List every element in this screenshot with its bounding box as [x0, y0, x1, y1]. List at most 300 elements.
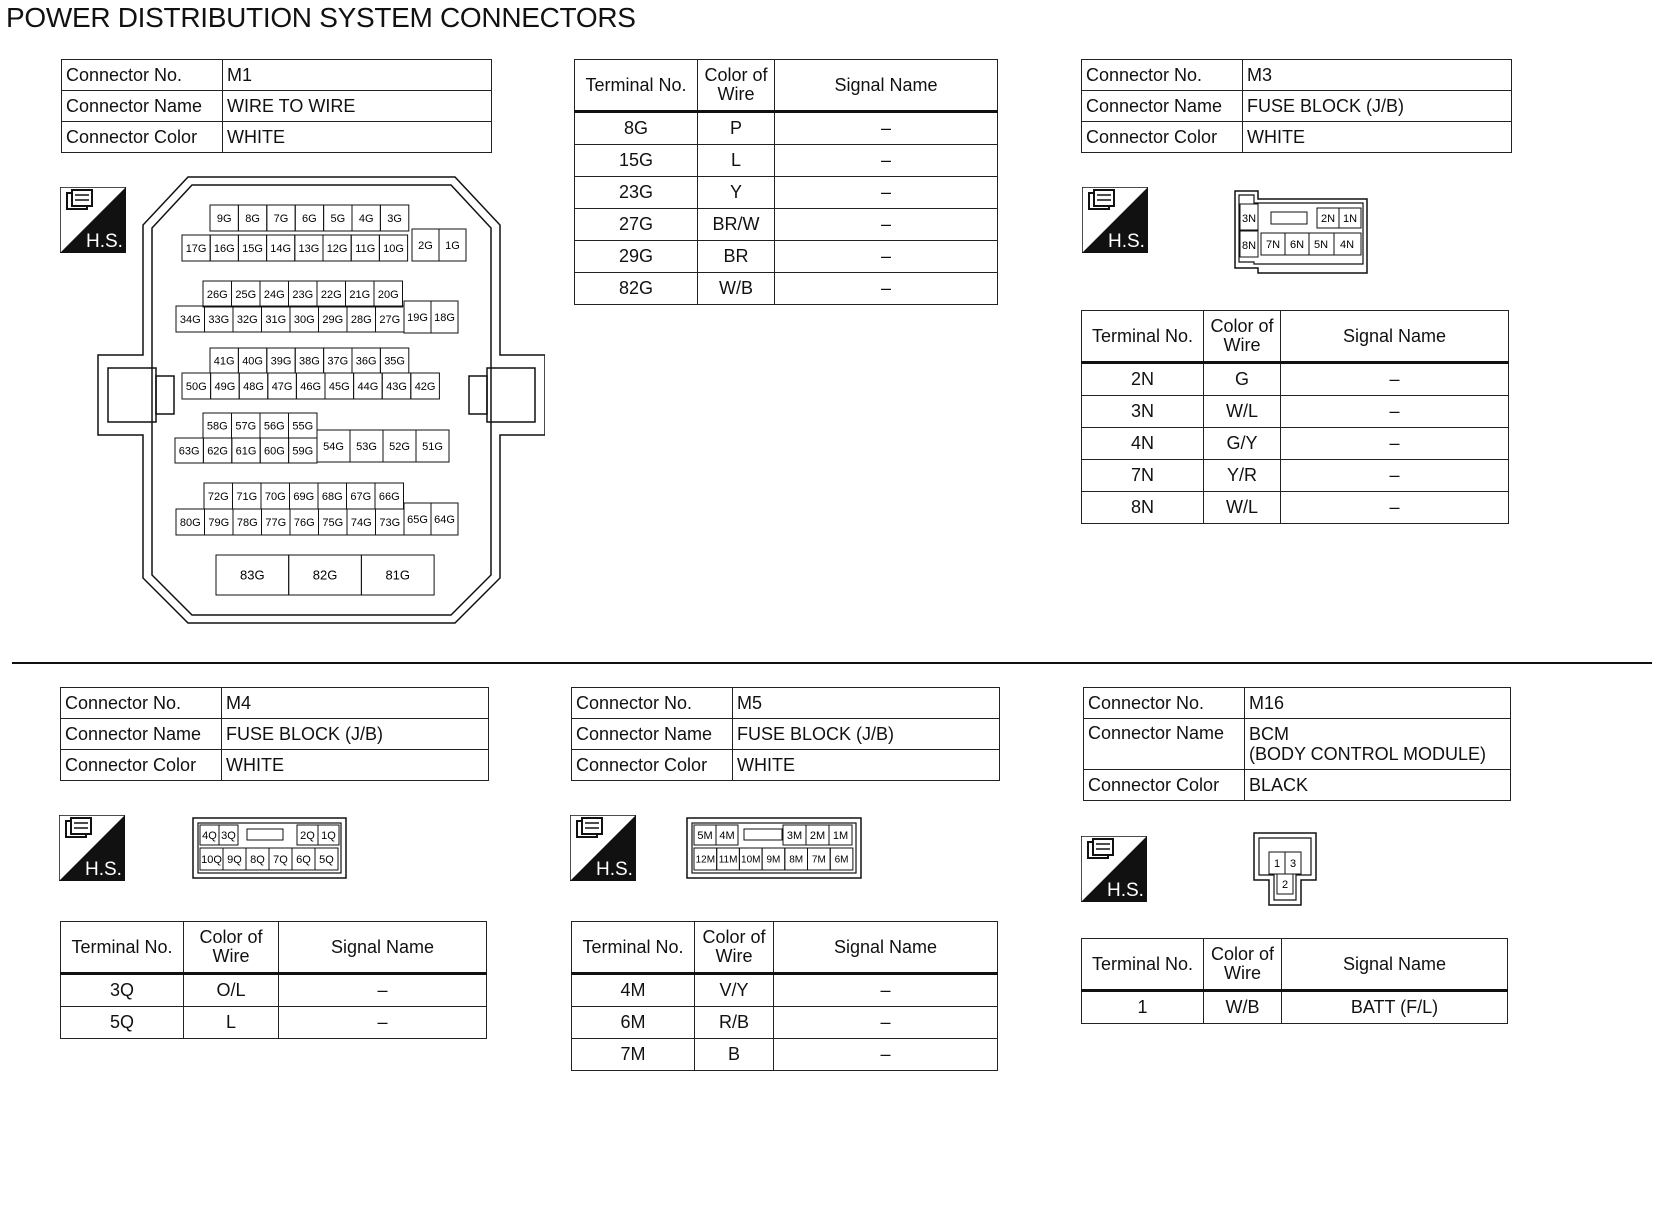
m1-pin — [233, 306, 262, 332]
m4-pin-label: 2Q — [300, 829, 315, 842]
m5-pin — [762, 848, 785, 870]
signal-name-cell: – — [1281, 428, 1509, 460]
wire-color-cell: Y — [698, 177, 775, 209]
wire-color-cell: W/L — [1204, 492, 1281, 524]
m4-pin — [219, 825, 238, 845]
m1-pin-label: 22G — [320, 288, 342, 301]
terminal-no-cell: 4N — [1082, 428, 1204, 460]
m3-pin: 7N — [1265, 239, 1281, 251]
m1-pin — [324, 205, 352, 231]
m5-pin-label: 1M — [832, 829, 849, 842]
m1-pin-label: 83G — [240, 567, 265, 583]
m5-pin — [830, 848, 853, 870]
m3-connector-no: M3 — [1243, 60, 1512, 91]
m5-pin-label: 3M — [786, 829, 803, 842]
signal-name-cell: – — [1281, 492, 1509, 524]
m1-pin — [431, 503, 458, 535]
signal-name-cell: – — [279, 974, 487, 1007]
m1-pin-label: 30G — [293, 313, 315, 326]
m4-pin-label: 9Q — [227, 853, 242, 866]
m1-pin-label: 74G — [350, 516, 372, 529]
m1-pin-label: 4G — [358, 212, 374, 225]
label-connector-no: Connector No. — [1082, 60, 1243, 91]
terminal-no-cell: 23G — [575, 177, 698, 209]
m1-pin — [324, 348, 352, 373]
m1-pin-label: 2G — [418, 239, 433, 252]
m1-pin — [290, 483, 319, 509]
m1-pin-label: 52G — [389, 440, 410, 453]
m1-pin-label: 17G — [185, 242, 207, 255]
wire-color-cell: Y/R — [1204, 460, 1281, 492]
m1-pin — [289, 281, 318, 307]
m1-pin-label: 34G — [179, 313, 201, 326]
m1-pin — [175, 438, 203, 463]
terminal-no-cell: 4M — [572, 974, 695, 1007]
terminal-no-cell: 82G — [575, 273, 698, 305]
m1-pin-label: 36G — [355, 355, 377, 368]
m16-terminal-table — [1081, 938, 1508, 1024]
m4-pin-label: 4Q — [202, 829, 217, 842]
m4-pin — [246, 848, 269, 870]
m1-pin — [267, 348, 295, 373]
m5-pin-label: 9M — [766, 854, 781, 866]
m4-pin — [200, 825, 219, 845]
m1-connector-color: WHITE — [223, 122, 492, 153]
m1-pin-label: 14G — [270, 242, 292, 255]
m1-pin-label: 1G — [445, 239, 460, 252]
label-connector-no: Connector No. — [1084, 688, 1245, 719]
m1-pin — [347, 306, 376, 332]
terminal-no-cell: 15G — [575, 145, 698, 177]
m1-pin — [352, 348, 380, 373]
m4-pin — [269, 848, 292, 870]
m5-pin-label: 11M — [718, 854, 738, 866]
m1-pin-label: 68G — [321, 490, 343, 503]
m1-pin-label: 13G — [298, 242, 320, 255]
m1-pin — [205, 306, 234, 332]
m5-pin — [829, 825, 852, 845]
hs-label: H.S. — [85, 859, 122, 880]
m1-pin-label: 43G — [386, 380, 407, 393]
m1-pin — [431, 301, 458, 333]
m1-pin-label: 41G — [213, 355, 235, 368]
m1-pin-label: 15G — [242, 242, 263, 255]
m1-pin — [347, 509, 376, 535]
m1-pin-label: 7G — [273, 212, 289, 225]
m1-pin — [290, 306, 319, 332]
m1-pin-label: 27G — [379, 313, 401, 326]
m3-pin: 1N — [1342, 213, 1358, 225]
m1-pin — [374, 281, 403, 307]
terminal-no-cell: 2N — [1082, 363, 1204, 396]
label-connector-no: Connector No. — [572, 688, 733, 719]
signal-name-cell: – — [1281, 363, 1509, 396]
m4-connector-color: WHITE — [222, 750, 489, 781]
m1-pin-label: 11G — [355, 242, 376, 255]
m16-info-table — [1083, 687, 1511, 801]
header-terminal-no: Terminal No. — [572, 922, 695, 974]
m5-pin — [783, 825, 806, 845]
header-color-of-wire: Color of Wire — [1204, 939, 1282, 991]
m1-pin-label: 79G — [208, 516, 230, 529]
m3-pin: 3N — [1241, 213, 1257, 225]
table-row — [1082, 492, 1509, 524]
header-signal-name: Signal Name — [1281, 311, 1509, 363]
signal-name-cell: – — [1281, 396, 1509, 428]
m5-pin-label: 7M — [811, 854, 826, 866]
header-color-of-wire: Color of Wire — [695, 922, 774, 974]
label-connector-color: Connector Color — [572, 750, 733, 781]
m3-pin: 4N — [1339, 239, 1355, 251]
m1-pin-label: 78G — [236, 516, 258, 529]
m1-pin — [350, 430, 383, 462]
m5-pin-label: 10M — [741, 854, 761, 866]
m1-pin — [352, 205, 380, 231]
wire-color-cell: G/Y — [1204, 428, 1281, 460]
m1-pin-label: 70G — [264, 490, 286, 503]
table-row — [575, 241, 998, 273]
m4-pin-label: 6Q — [296, 853, 311, 866]
m1-pin — [325, 373, 354, 399]
m1-pin — [383, 430, 416, 462]
m1-pin — [260, 281, 289, 307]
m1-pin-label: 50G — [185, 380, 207, 393]
hs-label: H.S. — [1107, 880, 1144, 901]
signal-name-cell: – — [774, 1039, 998, 1071]
m1-pin-label: 33G — [208, 313, 230, 326]
m1-pin-label: 37G — [327, 355, 349, 368]
hs-icon — [570, 815, 636, 881]
m1-pin-label: 59G — [292, 445, 314, 458]
m1-pin-label: 56G — [263, 420, 285, 433]
terminal-no-cell: 3N — [1082, 396, 1204, 428]
m1-pin — [380, 205, 408, 231]
m1-pin-label: 55G — [292, 420, 314, 433]
m1-pin — [238, 348, 266, 373]
label-connector-color: Connector Color — [61, 750, 222, 781]
m1-pin — [232, 281, 261, 307]
m1-pin — [203, 281, 232, 307]
m1-pin-label: 26G — [206, 288, 228, 301]
m1-connector-no: M1 — [223, 60, 492, 91]
m1-pin-label: 76G — [293, 516, 315, 529]
m1-pin-label: 75G — [322, 516, 344, 529]
m5-connector-no: M5 — [733, 688, 1000, 719]
m1-pin — [411, 373, 440, 399]
m1-pin-label: 53G — [356, 440, 377, 453]
m1-pin — [346, 281, 375, 307]
m1-pin-label: 20G — [377, 288, 399, 301]
m1-pin-label: 77G — [265, 516, 287, 529]
m1-pin-label: 42G — [414, 380, 436, 393]
terminal-no-cell: 7M — [572, 1039, 695, 1071]
m1-connector-name: WIRE TO WIRE — [223, 91, 492, 122]
label-connector-name: Connector Name — [61, 719, 222, 750]
m1-pin-label: 66G — [378, 490, 400, 503]
m1-pin-label: 82G — [312, 567, 338, 583]
label-connector-color: Connector Color — [1082, 122, 1243, 153]
m1-pin-label: 51G — [422, 440, 443, 453]
signal-name-cell: – — [774, 1007, 998, 1039]
label-connector-name: Connector Name — [62, 91, 223, 122]
m1-pin — [295, 205, 323, 231]
m5-connector-diagram — [686, 817, 862, 879]
hs-icon — [59, 815, 125, 881]
m3-pin: 2N — [1320, 213, 1336, 225]
m1-pin — [404, 503, 431, 535]
m1-pin — [261, 483, 290, 509]
m1-pin-label: 65G — [407, 513, 428, 526]
m4-pin-label: 10Q — [201, 853, 222, 866]
wire-color-cell: BR/W — [698, 209, 775, 241]
m4-connector-no: M4 — [222, 688, 489, 719]
hs-icon — [1081, 836, 1147, 902]
label-connector-color: Connector Color — [1084, 770, 1245, 801]
m5-pin — [806, 825, 829, 845]
table-row — [575, 209, 998, 241]
m1-pin-label: 5G — [330, 212, 346, 225]
m16-connector-name: BCM (BODY CONTROL MODULE) — [1245, 719, 1511, 770]
m4-connector-name: FUSE BLOCK (J/B) — [222, 719, 489, 750]
m1-pin — [412, 229, 439, 261]
terminal-no-cell: 29G — [575, 241, 698, 273]
page-title: POWER DISTRIBUTION SYSTEM CONNECTORS — [6, 2, 636, 33]
header-signal-name: Signal Name — [775, 60, 998, 112]
m1-pin-label: 64G — [434, 513, 455, 526]
m1-pin — [176, 306, 205, 332]
table-row — [1082, 460, 1509, 492]
m1-pin-label: 3G — [387, 212, 402, 225]
m1-info-table — [61, 59, 492, 153]
signal-name-cell: – — [775, 273, 998, 305]
m5-pin-label: 12M — [695, 854, 716, 866]
m1-pin — [361, 555, 434, 595]
m1-pin — [289, 555, 362, 595]
m1-pin — [290, 509, 319, 535]
m1-pin — [347, 483, 376, 509]
m1-pin — [317, 281, 346, 307]
m5-pin-label: 2M — [809, 829, 826, 842]
m5-pin — [785, 848, 808, 870]
m1-pin — [289, 413, 318, 438]
m1-pin — [260, 438, 288, 463]
m16-pin: 3 — [1289, 858, 1297, 870]
m1-pin-label: 58G — [206, 420, 228, 433]
m5-connector-color: WHITE — [733, 750, 1000, 781]
signal-name-cell: – — [775, 209, 998, 241]
table-row — [575, 273, 998, 305]
m3-pin: 8N — [1241, 240, 1257, 252]
wire-color-cell: BR — [698, 241, 775, 273]
m1-pin — [211, 373, 240, 399]
m1-pin-label: 21G — [349, 288, 371, 301]
m5-info-table — [571, 687, 1000, 781]
m4-pin — [200, 848, 223, 870]
m5-pin — [694, 848, 717, 870]
m5-terminal-table — [571, 921, 998, 1071]
m1-pin-label: 44G — [357, 380, 379, 393]
hs-icon — [1082, 187, 1148, 253]
signal-name-cell: – — [1281, 460, 1509, 492]
terminal-no-cell: 27G — [575, 209, 698, 241]
m1-pin-label: 29G — [322, 313, 344, 326]
m1-pin — [439, 229, 466, 261]
header-color-of-wire: Color of Wire — [1204, 311, 1281, 363]
m1-pin-label: 49G — [214, 380, 236, 393]
table-row — [572, 1039, 998, 1071]
m1-pin-label: 57G — [235, 420, 257, 433]
m1-pin-label: 25G — [235, 288, 257, 301]
terminal-no-cell: 3Q — [61, 974, 184, 1007]
m1-pin-label: 47G — [271, 380, 293, 393]
m1-pin-label: 38G — [299, 355, 320, 368]
m1-pin-label: 60G — [264, 445, 285, 458]
m4-terminal-table — [60, 921, 487, 1039]
signal-name-cell: – — [775, 241, 998, 273]
wire-color-cell: B — [695, 1039, 774, 1071]
m4-pin-label: 3Q — [221, 829, 236, 842]
m1-pin — [210, 348, 238, 373]
m1-pin — [203, 438, 231, 463]
m3-connector-name: FUSE BLOCK (J/B) — [1243, 91, 1512, 122]
label-connector-name: Connector Name — [1082, 91, 1243, 122]
wire-color-cell: V/Y — [695, 974, 774, 1007]
m16-pin: 1 — [1273, 858, 1281, 870]
m1-pin — [416, 430, 449, 462]
m5-pin — [808, 848, 831, 870]
m1-pin — [232, 413, 261, 438]
m1-pin — [296, 373, 325, 399]
table-row — [575, 112, 998, 145]
m1-pin — [210, 205, 238, 231]
m3-pin: 5N — [1313, 239, 1329, 251]
m16-connector-color: BLACK — [1245, 770, 1511, 801]
m1-pin-label: 40G — [242, 355, 263, 368]
hs-label: H.S. — [596, 859, 633, 880]
m1-pin — [262, 306, 291, 332]
signal-name-cell: – — [279, 1007, 487, 1039]
header-signal-name: Signal Name — [1282, 939, 1508, 991]
wire-color-cell: O/L — [184, 974, 279, 1007]
m5-pin — [716, 825, 738, 845]
label-connector-name: Connector Name — [1084, 719, 1245, 770]
m1-pin — [351, 235, 379, 261]
m5-pin — [717, 848, 740, 870]
m1-pin — [354, 373, 383, 399]
m1-pin — [239, 373, 268, 399]
m16-pin: 2 — [1281, 879, 1289, 891]
m1-pin-label: 8G — [245, 212, 260, 225]
table-row — [575, 177, 998, 209]
header-color-of-wire: Color of Wire — [184, 922, 279, 974]
table-row — [1082, 396, 1509, 428]
label-connector-color: Connector Color — [62, 122, 223, 153]
wire-color-cell: W/B — [698, 273, 775, 305]
wire-color-cell: G — [1204, 363, 1281, 396]
m1-pin-label: 69G — [293, 490, 315, 503]
m1-pin — [204, 483, 233, 509]
m1-pin-label: 32G — [236, 313, 258, 326]
m1-pin-label: 31G — [265, 313, 287, 326]
signal-name-cell: – — [774, 974, 998, 1007]
m1-pin-label: 18G — [434, 311, 455, 324]
m1-pin-label: 61G — [235, 445, 257, 458]
m3-info-table — [1081, 59, 1512, 153]
m1-pin — [319, 306, 348, 332]
m3-terminal-table — [1081, 310, 1509, 524]
signal-name-cell: – — [775, 145, 998, 177]
m1-pin — [267, 235, 295, 261]
m1-pin — [216, 555, 289, 595]
m1-pin — [319, 509, 348, 535]
m1-pin-label: 62G — [207, 445, 228, 458]
m3-pin: 6N — [1289, 239, 1305, 251]
m1-pin-label: 63G — [178, 445, 200, 458]
m1-pin — [233, 483, 262, 509]
m1-pin — [295, 348, 323, 373]
m1-pin-label: 16G — [213, 242, 235, 255]
wire-color-cell: W/B — [1204, 991, 1282, 1024]
m1-pin-label: 23G — [292, 288, 314, 301]
m4-connector-diagram — [192, 817, 347, 879]
hs-label: H.S. — [86, 231, 123, 252]
hs-label: H.S. — [1108, 231, 1145, 252]
header-signal-name: Signal Name — [279, 922, 487, 974]
table-row — [1082, 363, 1509, 396]
m1-pin-label: 6G — [302, 212, 317, 225]
m1-pin — [262, 509, 291, 535]
m4-info-table — [60, 687, 489, 781]
m1-pin-label: 24G — [263, 288, 285, 301]
m4-pin-label: 5Q — [319, 853, 334, 866]
m1-pin-label: 73G — [379, 516, 401, 529]
label-connector-no: Connector No. — [62, 60, 223, 91]
m4-pin — [292, 848, 315, 870]
m1-pin-label: 54G — [323, 440, 344, 453]
m1-pin-label: 28G — [350, 313, 372, 326]
header-signal-name: Signal Name — [774, 922, 998, 974]
m1-pin — [317, 430, 350, 462]
m1-pin — [238, 235, 266, 261]
wire-color-cell: P — [698, 112, 775, 145]
signal-name-cell: – — [775, 112, 998, 145]
m4-pin — [297, 825, 318, 845]
m1-pin-label: 9G — [216, 212, 232, 225]
m1-pin-label: 48G — [243, 380, 264, 393]
m1-pin-label: 35G — [384, 355, 405, 368]
m1-pin-label: 71G — [236, 490, 258, 503]
m5-connector-name: FUSE BLOCK (J/B) — [733, 719, 1000, 750]
m1-pin — [232, 438, 260, 463]
m1-connector-diagram — [95, 175, 545, 625]
m1-pin — [289, 438, 317, 463]
m1-pin-label: 80G — [179, 516, 201, 529]
m1-pin-label: 45G — [328, 380, 350, 393]
m5-pin-label: 4M — [719, 829, 735, 842]
m4-pin — [315, 848, 338, 870]
m1-pin-label: 46G — [300, 380, 322, 393]
signal-name-cell: – — [775, 177, 998, 209]
m1-terminal-table — [574, 59, 998, 305]
wire-color-cell: W/L — [1204, 396, 1281, 428]
m1-pin — [382, 373, 411, 399]
m1-pin — [375, 483, 404, 509]
table-row — [61, 1007, 487, 1039]
m5-pin-label: 6M — [834, 854, 849, 866]
m1-pin — [176, 509, 205, 535]
terminal-no-cell: 8G — [575, 112, 698, 145]
m1-pin-label: 72G — [207, 490, 229, 503]
